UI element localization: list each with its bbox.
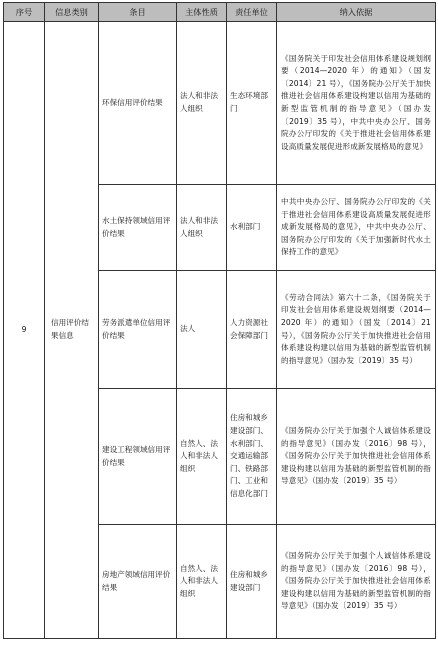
- unit-cell: 生态环境部门: [227, 22, 277, 185]
- subject-cell: 自然人、法人和非法人组织: [177, 389, 227, 525]
- header-basis: 纳入依据: [277, 3, 436, 22]
- header-unit: 责任单位: [227, 3, 277, 22]
- unit-cell: 住房和城乡建设部门: [227, 525, 277, 639]
- subject-cell: 法人和非法人组织: [177, 22, 227, 185]
- header-subject: 主体性质: [177, 3, 227, 22]
- basis-cell: 《国务院办公厅关于加强个人诚信体系建设的指导意见》（国办发〔2016〕98 号），《国务院办公厅关于加快推进社会信用体系建设构建以信用为基础的新型监管机制的指导意见》（国办发〔2019〕35 号）: [277, 389, 436, 525]
- credit-info-table: [3, 2, 436, 639]
- unit-cell: 住房和城乡建设部门、水利部门、交通运输部门、铁路部门、工业和信息化部门: [227, 389, 277, 525]
- table-header-row: [4, 3, 436, 22]
- item-cell: 房地产领域信用评价结果: [99, 525, 177, 639]
- subject-cell: 法人和非法人组织: [177, 185, 227, 271]
- seq-cell: 9: [4, 22, 45, 639]
- subject-cell: 法人: [177, 271, 227, 389]
- basis-cell: 《国务院关于印发社会信用体系建设规划纲要（2014—2020 年）的通知》（国发〔2014〕21 号），《国务院办公厅关于加快推进社会信用体系建设构建以信用为基础的新型监管机制的指导意见》（国办发〔2019〕35 号），中共中央办公厅、国务院办公厅印发的《关于推进社会信用体系建设高质量发展促进形成新发展格局的意见》: [277, 22, 436, 185]
- item-cell: 劳务派遣单位信用评价结果: [99, 271, 177, 389]
- category-cell: 信用评价结果信息: [45, 22, 99, 639]
- basis-cell: 《劳动合同法》第六十二条，《国务院关于印发社会信用体系建设规划纲要（2014—2020 年）的通知》（国发〔2014〕21 号），《国务院办公厅关于加快推进社会信用体系建设构建以信用为基础的新型监管机制的指导意见》（国办发〔2019〕35 号）: [277, 271, 436, 389]
- basis-cell: 《国务院办公厅关于加强个人诚信体系建设的指导意见》（国办发〔2016〕98 号），《国务院办公厅关于加快推进社会信用体系建设构建以信用为基础的新型监管机制的指导意见》（国办发〔2019〕35 号）: [277, 525, 436, 639]
- header-category: 信息类别: [45, 3, 99, 22]
- basis-cell: 中共中央办公厅、国务院办公厅印发的《关于推进社会信用体系建设高质量发展促进形成新发展格局的意见》，中共中央办公厅、国务院办公厅印发的《关于加强新时代水土保持工作的意见》: [277, 185, 436, 271]
- subject-cell: 自然人、法人和非法人组织: [177, 525, 227, 639]
- header-item: 条目: [99, 3, 177, 22]
- item-cell: 建设工程领域信用评价结果: [99, 389, 177, 525]
- table-row: [4, 22, 436, 185]
- unit-cell: 人力资源社会保障部门: [227, 271, 277, 389]
- unit-cell: 水利部门: [227, 185, 277, 271]
- item-cell: 水土保持领域信用评价结果: [99, 185, 177, 271]
- header-seq: 序号: [4, 3, 45, 22]
- item-cell: 环保信用评价结果: [99, 22, 177, 185]
